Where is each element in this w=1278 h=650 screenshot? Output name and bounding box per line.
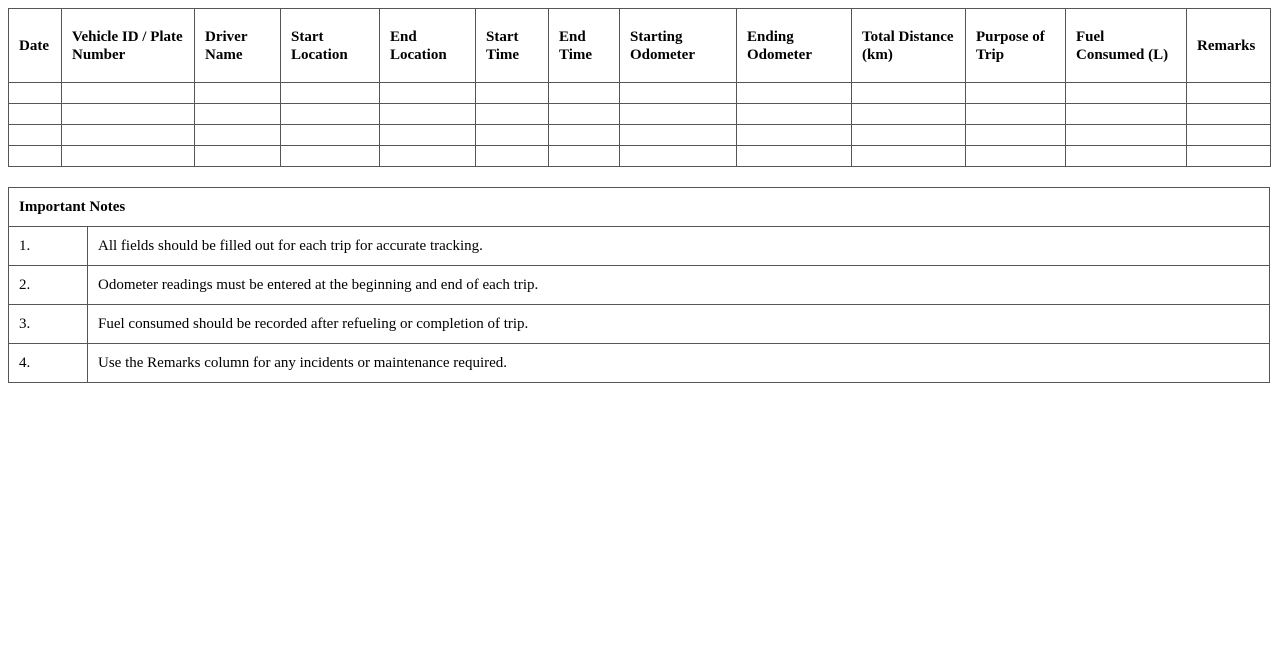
important-notes-table	[8, 187, 1270, 383]
trip-log-cell[interactable]	[195, 104, 281, 125]
trip-log-cell[interactable]	[620, 104, 737, 125]
note-text: Odometer readings must be entered at the beginning and end of each trip.	[88, 266, 1270, 305]
trip-log-table	[8, 8, 1271, 167]
column-header-start-time: Start Time	[476, 9, 549, 83]
trip-log-cell[interactable]	[1066, 125, 1187, 146]
trip-log-cell[interactable]	[966, 104, 1066, 125]
trip-log-cell[interactable]	[9, 125, 62, 146]
column-header-total-distance: Total Distance (km)	[852, 9, 966, 83]
notes-title: Important Notes	[9, 188, 1270, 227]
trip-log-cell[interactable]	[62, 104, 195, 125]
trip-log-cell[interactable]	[549, 125, 620, 146]
trip-log-row	[9, 83, 1271, 104]
notes-header-row	[9, 188, 1270, 227]
trip-log-cell[interactable]	[9, 146, 62, 167]
trip-log-cell[interactable]	[476, 125, 549, 146]
column-header-end-time: End Time	[549, 9, 620, 83]
document	[8, 8, 1270, 383]
trip-log-cell[interactable]	[966, 83, 1066, 104]
trip-log-cell[interactable]	[549, 104, 620, 125]
column-header-driver-name: Driver Name	[195, 9, 281, 83]
column-header-purpose: Purpose of Trip	[966, 9, 1066, 83]
trip-log-cell[interactable]	[620, 146, 737, 167]
trip-log-cell[interactable]	[852, 125, 966, 146]
note-number: 1.	[9, 227, 88, 266]
trip-log-cell[interactable]	[966, 146, 1066, 167]
trip-log-cell[interactable]	[476, 83, 549, 104]
trip-log-cell[interactable]	[1187, 83, 1271, 104]
trip-log-cell[interactable]	[852, 83, 966, 104]
column-header-fuel-consumed: Fuel Consumed (L)	[1066, 9, 1187, 83]
trip-log-cell[interactable]	[737, 104, 852, 125]
trip-log-cell[interactable]	[9, 83, 62, 104]
trip-log-cell[interactable]	[281, 83, 380, 104]
trip-log-cell[interactable]	[195, 83, 281, 104]
trip-log-cell[interactable]	[1066, 146, 1187, 167]
trip-log-cell[interactable]	[62, 125, 195, 146]
trip-log-cell[interactable]	[1066, 83, 1187, 104]
trip-log-cell[interactable]	[62, 83, 195, 104]
trip-log-row	[9, 125, 1271, 146]
trip-log-cell[interactable]	[620, 125, 737, 146]
trip-log-cell[interactable]	[1066, 104, 1187, 125]
trip-log-cell[interactable]	[380, 83, 476, 104]
trip-log-cell[interactable]	[380, 125, 476, 146]
note-text: All fields should be filled out for each trip for accurate tracking.	[88, 227, 1270, 266]
trip-log-cell[interactable]	[281, 146, 380, 167]
column-header-remarks: Remarks	[1187, 9, 1271, 83]
note-number: 2.	[9, 266, 88, 305]
trip-log-row	[9, 146, 1271, 167]
trip-log-cell[interactable]	[281, 104, 380, 125]
column-header-date: Date	[9, 9, 62, 83]
trip-log-cell[interactable]	[9, 104, 62, 125]
note-row	[9, 344, 1270, 383]
column-header-vehicle-id: Vehicle ID / Plate Number	[62, 9, 195, 83]
note-row	[9, 227, 1270, 266]
trip-log-cell[interactable]	[1187, 104, 1271, 125]
trip-log-cell[interactable]	[737, 83, 852, 104]
trip-log-cell[interactable]	[549, 146, 620, 167]
note-row	[9, 266, 1270, 305]
trip-log-cell[interactable]	[737, 146, 852, 167]
trip-log-cell[interactable]	[281, 125, 380, 146]
column-header-end-location: End Location	[380, 9, 476, 83]
note-number: 4.	[9, 344, 88, 383]
trip-log-cell[interactable]	[195, 146, 281, 167]
trip-log-cell[interactable]	[549, 83, 620, 104]
note-number: 3.	[9, 305, 88, 344]
trip-log-cell[interactable]	[737, 125, 852, 146]
trip-log-cell[interactable]	[852, 104, 966, 125]
trip-log-cell[interactable]	[1187, 125, 1271, 146]
trip-log-cell[interactable]	[195, 125, 281, 146]
note-text: Use the Remarks column for any incidents or maintenance required.	[88, 344, 1270, 383]
trip-log-cell[interactable]	[62, 146, 195, 167]
column-header-ending-odometer: Ending Odometer	[737, 9, 852, 83]
trip-log-cell[interactable]	[380, 146, 476, 167]
trip-log-cell[interactable]	[1187, 146, 1271, 167]
trip-log-cell[interactable]	[380, 104, 476, 125]
note-text: Fuel consumed should be recorded after refueling or completion of trip.	[88, 305, 1270, 344]
trip-log-body	[9, 83, 1271, 167]
column-header-start-location: Start Location	[281, 9, 380, 83]
trip-log-cell[interactable]	[966, 125, 1066, 146]
trip-log-cell[interactable]	[620, 83, 737, 104]
trip-log-cell[interactable]	[476, 104, 549, 125]
trip-log-header-row	[9, 9, 1271, 83]
trip-log-cell[interactable]	[476, 146, 549, 167]
note-row	[9, 305, 1270, 344]
column-header-starting-odometer: Starting Odometer	[620, 9, 737, 83]
trip-log-row	[9, 104, 1271, 125]
trip-log-cell[interactable]	[852, 146, 966, 167]
